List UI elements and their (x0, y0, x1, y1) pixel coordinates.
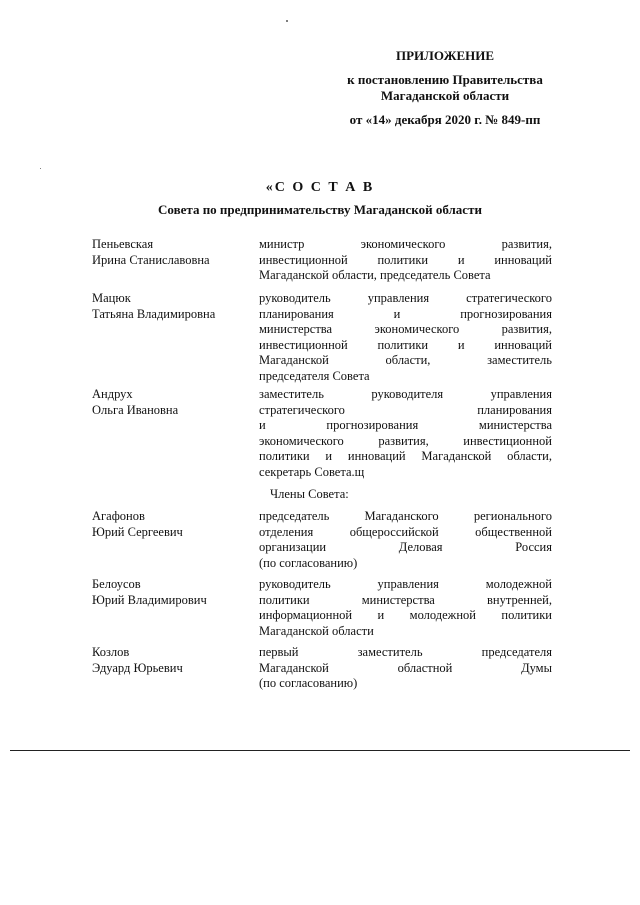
role-line: политики и инноваций Магаданской области, (259, 449, 552, 463)
member-name (92, 509, 252, 540)
role-line: стратегического планирования (259, 402, 552, 417)
role-line: инвестиционной политики и инноваций (259, 337, 552, 352)
member-surname: Белоусов (92, 577, 141, 591)
role-line: председатель Магаданского регионального (259, 509, 552, 523)
role-line: заместитель руководителя управления (259, 387, 552, 401)
member-role (259, 645, 552, 692)
member-name (92, 291, 252, 322)
member-role (259, 509, 552, 571)
member-surname: Андрух (92, 387, 133, 401)
scan-speck (286, 20, 288, 22)
role-line: инвестиционной политики и инноваций (259, 252, 552, 267)
member-surname: Мацюк (92, 291, 131, 305)
role-line: руководитель управления стратегического (259, 291, 552, 305)
role-line: Магаданской области (259, 623, 374, 638)
member-given-name: Татьяна Владимировна (92, 306, 216, 321)
appendix-line-2: Магаданской области (380, 88, 510, 103)
member-given-name: Юрий Владимирович (92, 592, 207, 607)
member-surname: Агафонов (92, 509, 145, 523)
member-role (259, 237, 552, 284)
member-given-name: Юрий Сергеевич (92, 524, 183, 539)
role-line: секретарь Совета.щ (259, 464, 365, 479)
role-line: планирования и прогнозирования (259, 306, 552, 321)
role-line: и прогнозирования министерства (259, 418, 552, 432)
role-line: информационной и молодежной политики (259, 608, 552, 622)
role-line: Магаданской области, заместитель (259, 353, 552, 367)
role-line: (по согласованию) (259, 676, 358, 690)
role-line: руководитель управления молодежной (259, 577, 552, 591)
role-line: (по согласованию) (259, 555, 358, 570)
role-line: председателя Совета (259, 368, 370, 383)
document-title: «С О С Т А В (265, 180, 375, 195)
member-name (92, 645, 252, 676)
appendix-date: от «14» декабря 2020 г. № 849-пп (349, 112, 541, 127)
role-line: организации Деловая Россия (259, 540, 552, 554)
member-given-name: Ольга Ивановна (92, 402, 179, 417)
member-name (92, 577, 252, 608)
member-role (259, 387, 552, 480)
member-role (259, 291, 552, 384)
member-surname: Козлов (92, 645, 130, 659)
page-divider (10, 750, 630, 751)
members-label: Члены Совета: (270, 487, 349, 501)
member-role (259, 577, 552, 639)
role-line: первый заместитель председателя (259, 645, 552, 659)
member-surname: Пеньевская (92, 237, 154, 251)
appendix-title: ПРИЛОЖЕНИЕ (395, 48, 495, 63)
role-line: отделения общероссийской общественной (259, 524, 552, 539)
member-name (92, 237, 252, 268)
role-line: Магаданской области, председатель Совета (259, 268, 491, 282)
document-subtitle: Совета по предпринимательству Магаданской области (158, 202, 482, 217)
appendix-line-1: к постановлению Правительства (347, 72, 543, 87)
scan-speck (40, 168, 41, 169)
role-line: Магаданской областной Думы (259, 660, 552, 675)
role-line: министерства экономического развития, (259, 322, 552, 336)
member-given-name: Эдуард Юрьевич (92, 660, 183, 675)
role-line: политики министерства внутренней, (259, 592, 552, 607)
member-name (92, 387, 252, 418)
role-line: экономического развития, инвестиционной (259, 433, 552, 448)
member-given-name: Ирина Станиславовна (92, 252, 210, 267)
role-line: министр экономического развития, (259, 237, 552, 251)
